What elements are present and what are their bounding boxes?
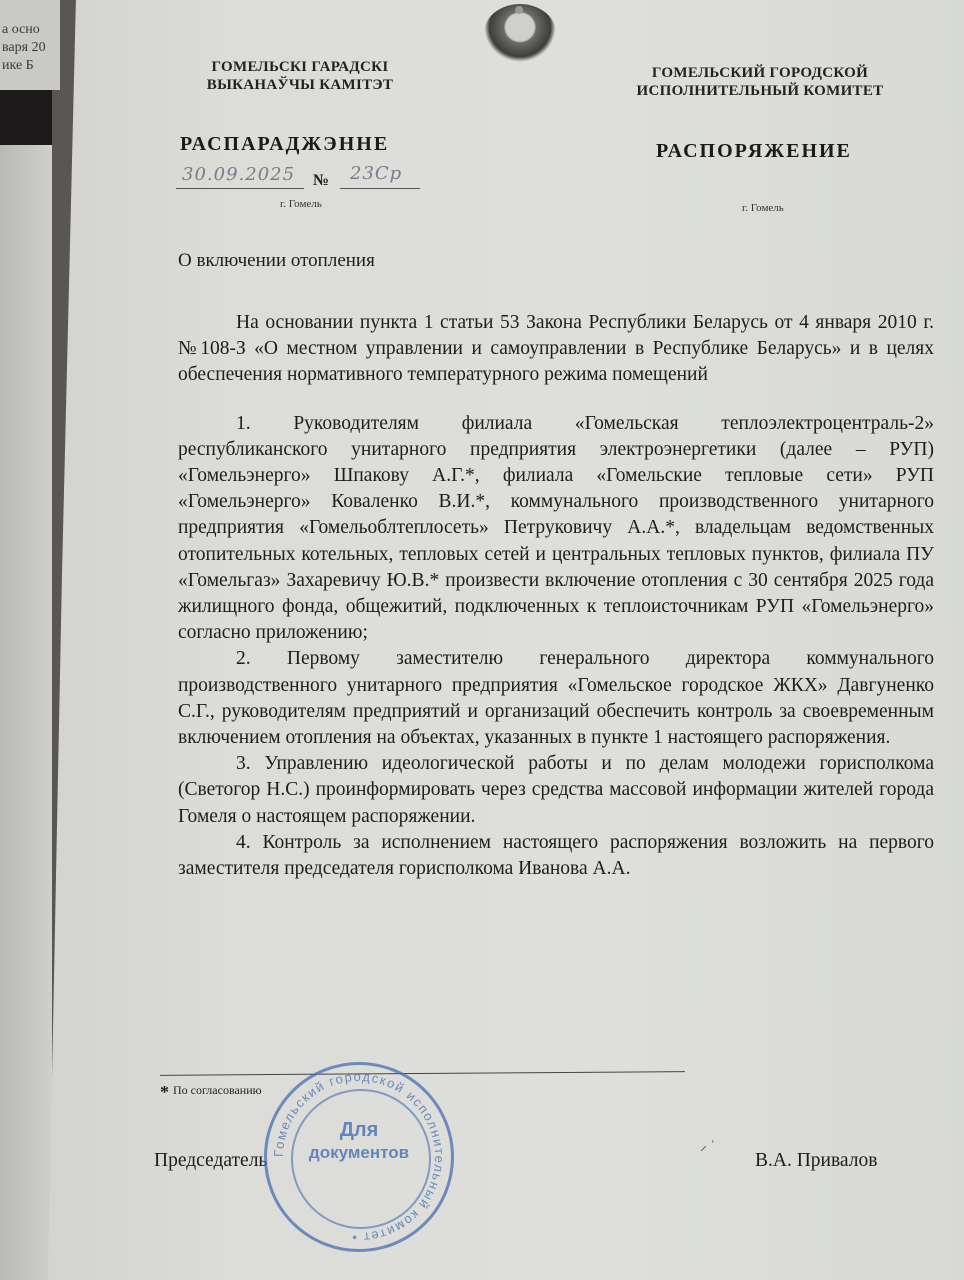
official-stamp [264,1062,454,1252]
svg-text:Гомельский городской исполните: Гомельский городской исполнительный комитет • [270,1068,448,1246]
item-3-paragraph: 3. Управлению идеологической работы и по делам молодежи горисполкома (Светогор Н.С.) проинформировать через средства массовой информации жителей города Гомеля о настоящем распоряжении. [178,753,934,827]
stamp-center-text: Для [339,1119,379,1141]
org-name-line: ИСПОЛНИТЕЛЬНЫЙ КОМИТЕТ [636,83,884,99]
org-name-line: ВЫКАНАЎЧЫ КАМІТЭТ [206,77,394,93]
preamble-paragraph: На основании пункта 1 статьи 53 Закона Республики Беларусь от 4 января 2010 г. №108-З «О местном управлении и самоуправлении в Республике Беларусь» и в целях обеспечения нормативного температурного режима помещений [178,312,934,386]
signature-mark: ⸝ ˈ [700,1139,716,1154]
number-handwritten: 23Ср [350,163,403,184]
background-sheet-line: варя 20 [2,40,46,55]
date-handwritten: 30.09.2025 [182,164,296,185]
org-name-belarusian [180,58,420,94]
document-subject: О включении отопления [178,250,375,271]
footnote-text: По согласованию [173,1083,262,1097]
doc-type-russian: РАСПОРЯЖЕНИЕ [656,140,852,162]
number-sign: № [313,172,330,189]
footnote [160,1082,262,1103]
emblem-star-icon [515,6,523,14]
item-1-paragraph: 1. Руководителям филиала «Гомельская теплоэлектроцентраль-2» республиканского унитарного предприятия электроэнергетики (далее – РУП) «Гомельэнерго» Шпакову А.Г.*, филиала «Гомельские тепловые сети» РУП «Гомельэнерго» Коваленко В.И.*, коммунального производственного унитарного предприятия «Гомельоблтеплосеть» Петруковичу А.А.*, владельцам ведомственных отопительных котельных, тепловых сетей и центральных тепловых пунктов, филиала ПУ «Гомельгаз» Захаревичу Ю.В.* произвести включение отопления с 30 сентября 2025 года жилищного фонда, общежитий, подключенных к теплоисточникам РУП «Гомельэнерго» согласно приложению; [178,412,934,644]
date-underline [176,188,304,189]
background-sheet-edge [0,145,52,1280]
org-name-line: ГОМЕЛЬСКІ ГАРАДСКІ [211,59,389,75]
stamp-center-text: документов [308,1143,410,1162]
city-right: г. Гомель [742,202,784,214]
background-sheet-line: а осно [2,22,40,37]
signatory-name: В.А. Привалов [755,1150,878,1171]
desk-shadow [0,90,52,145]
background-sheet-line: ике Б [2,58,34,73]
org-name-line: ГОМЕЛЬСКИЙ ГОРОДСКОЙ [651,65,869,81]
city-left: г. Гомель [280,198,322,210]
doc-type-belarusian: РАСПАРАДЖЭННЕ [180,133,390,155]
signatory-title: Председатель [154,1150,268,1171]
document-body [178,310,934,882]
number-underline [340,188,420,189]
background-sheet [0,0,60,90]
footnote-marker: * [160,1082,169,1102]
item-2-paragraph: 2. Первому заместителю генерального директора коммунального производственного унитарного предприятия «Гомельское городское ЖКХ» Давгуненко С.Г., руководителям предприятий и организаций обеспечить контроль за своевременным включением отопления на объектах, указанных в пункте 1 настоящего распоряжения. [178,648,934,749]
item-4-paragraph: 4. Контроль за исполнением настоящего распоряжения возложить на первого заместителя председателя горисполкома Иванова А.А. [178,831,934,880]
org-name-russian [610,64,910,100]
